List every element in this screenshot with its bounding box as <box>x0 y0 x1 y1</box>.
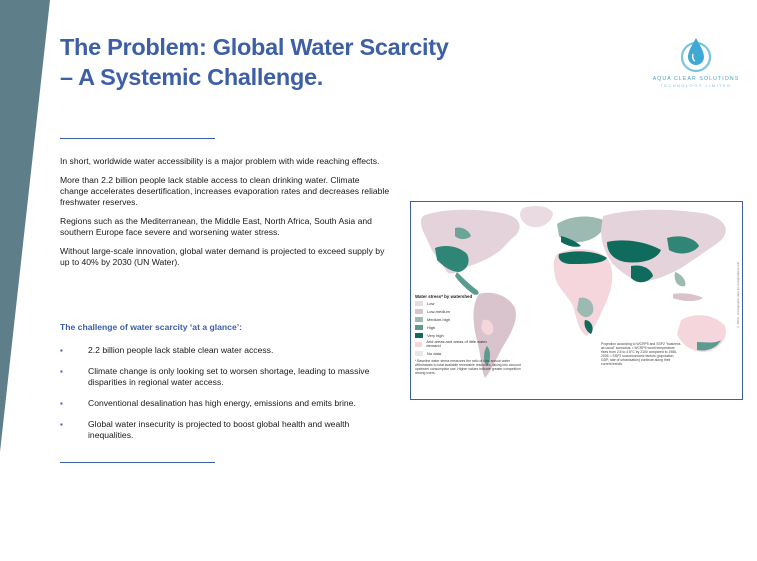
list-item <box>60 398 390 409</box>
list-item <box>60 366 390 388</box>
legend-swatch <box>415 301 423 306</box>
paragraph: Regions such as the Mediterranean, the Middle East, North Africa, South Asia and southern Europe face severe and worsening water stress. <box>60 216 372 237</box>
list-item <box>60 419 390 441</box>
glance-list <box>60 345 390 451</box>
paragraph: More than 2.2 billion people lack stable access to clean drinking water. Climate change accelerates desertification, increases evaporation rates and decreases reliable freshwater reserves. <box>60 175 390 207</box>
company-logo <box>646 34 746 94</box>
map-legend <box>415 294 521 375</box>
legend-swatch <box>415 309 423 314</box>
legend-label: Low-medium <box>427 308 450 314</box>
logo-subtitle: TECHNOLOGY LIMITED <box>660 84 732 88</box>
bottom-divider <box>60 462 215 463</box>
legend-swatch <box>415 342 422 347</box>
intro-text <box>60 156 390 276</box>
bullet-text: Global water insecurity is projected to boost global health and wealth inequalities. <box>88 419 350 440</box>
legend-item <box>415 323 495 331</box>
legend-item <box>415 349 495 357</box>
title-line-1: The Problem: Global Water Scarcity <box>60 34 449 60</box>
glance-heading: The challenge of water scarcity ‘at a glance’: <box>60 322 242 332</box>
water-stress-map <box>410 201 743 400</box>
legend-item <box>415 331 495 339</box>
bullet-icon: ▪ <box>60 399 63 408</box>
legend-footnote: * Baseline water stress measures the ratio of total annual water withdrawals to total available renewable resources, taking into account upstream consumptive use. Higher values indicate greater competition among users. <box>415 359 521 375</box>
legend-item <box>415 315 495 323</box>
legend-item <box>415 307 495 315</box>
water-drop-icon <box>679 34 713 74</box>
slide-title <box>60 32 530 92</box>
legend-swatch <box>415 333 423 338</box>
bullet-icon: ▪ <box>60 420 63 429</box>
logo-name: AQUA CLEAR SOLUTIONS <box>652 76 740 82</box>
legend-label: Arid areas and areas of little water demand <box>426 339 487 348</box>
bullet-text: 2.2 billion people lack stable clean water access. <box>88 345 274 355</box>
legend-label: Low <box>427 300 435 306</box>
legend-item <box>415 339 495 349</box>
title-line-2: – A Systemic Challenge. <box>60 64 324 90</box>
bullet-icon: ▪ <box>60 367 63 376</box>
bullet-icon: ▪ <box>60 346 63 355</box>
legend-title: Water stress* by watershed <box>415 294 473 299</box>
legend-swatch <box>415 317 423 322</box>
bullet-text: Climate change is only looking set to worsen shortage, leading to massive disparities in regional water access. <box>88 366 370 387</box>
map-projection-notes: Projection according to WCRP5 and SSP2 "business as usual" scenarios: • WCRP5 world temperature rises from 2.6 to 4.8°C by 2100 compared to 1986-2005. • SSP2 socioeconomic factors (population, GDP, rate of urbanisation) continue along their current trends. <box>601 342 681 366</box>
legend-item <box>415 299 495 307</box>
paragraph: In short, worldwide water accessibility is a major problem with wide reaching effects. <box>60 156 380 166</box>
legend-label: No data <box>427 350 442 356</box>
legend-swatch <box>415 351 423 356</box>
list-item <box>60 345 390 356</box>
side-color-band <box>0 0 60 561</box>
legend-swatch <box>415 325 423 330</box>
paragraph: Without large-scale innovation, global water demand is projected to exceed supply by up to 40% by 2030 (UN Water). <box>60 246 385 267</box>
top-divider <box>60 138 215 139</box>
bullet-text: Conventional desalination has high energy, emissions and emits brine. <box>88 398 356 408</box>
legend-label: Very high <box>427 332 444 338</box>
legend-label: High <box>427 324 436 330</box>
map-credit: © 2019 - Cartographic data by cartographers unit <box>736 262 740 330</box>
legend-label: Medium-high <box>427 316 451 322</box>
